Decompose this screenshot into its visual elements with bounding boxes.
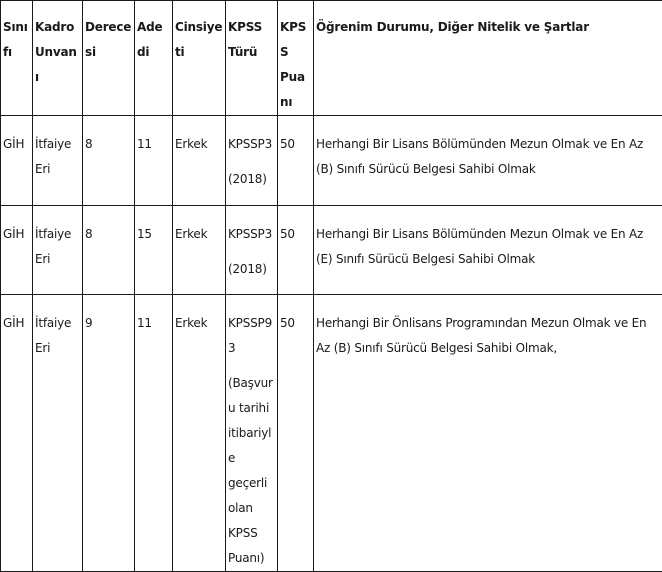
header-sinifi: Sınıfı — [1, 1, 33, 116]
header-kadro-unvani: Kadro Unvanı — [33, 1, 83, 116]
cell-kadro-unvani: İtfaiye Eri — [33, 116, 83, 206]
cell-ogrenim: Herhangi Bir Önlisans Programından Mezun Olmak ve En Az (B) Sınıfı Sürücü Belgesi Sahibi Olmak, — [314, 295, 662, 572]
cell-derecesi: 9 — [83, 295, 135, 572]
cell-kpss-puani: 50 — [278, 295, 314, 572]
cell-cinsiyeti: Erkek — [173, 116, 226, 206]
table-row — [1, 206, 662, 295]
kpss-turu-code: KPSSP93 — [228, 311, 275, 361]
cell-kpss-puani: 50 — [278, 116, 314, 206]
header-kpss-puani: KPSS Puanı — [278, 1, 314, 116]
table-row — [1, 116, 662, 206]
kpss-turu-note: (Başvuru tarihi itibariyle geçerli olan KPSS Puanı) — [228, 371, 275, 571]
cell-ogrenim: Herhangi Bir Lisans Bölümünden Mezun Olmak ve En Az (E) Sınıfı Sürücü Belgesi Sahibi Olmak — [314, 206, 662, 295]
cell-kpss-turu — [226, 295, 278, 572]
cell-kadro-unvani: İtfaiye Eri — [33, 206, 83, 295]
kpss-turu-note: (2018) — [228, 257, 275, 282]
cell-ogrenim: Herhangi Bir Lisans Bölümünden Mezun Olmak ve En Az (B) Sınıfı Sürücü Belgesi Sahibi Olmak — [314, 116, 662, 206]
paragraph-gap — [228, 247, 275, 257]
header-kpss-turu: KPSS Türü — [226, 1, 278, 116]
cell-sinifi: GİH — [1, 206, 33, 295]
cell-kpss-turu — [226, 206, 278, 295]
cell-adedi: 11 — [135, 116, 173, 206]
cell-sinifi: GİH — [1, 295, 33, 572]
cell-cinsiyeti: Erkek — [173, 206, 226, 295]
cell-adedi: 15 — [135, 206, 173, 295]
cell-kpss-turu — [226, 116, 278, 206]
header-row — [1, 1, 662, 116]
paragraph-gap — [228, 157, 275, 167]
paragraph-gap — [228, 361, 275, 371]
cell-cinsiyeti: Erkek — [173, 295, 226, 572]
header-ogrenim: Öğrenim Durumu, Diğer Nitelik ve Şartlar — [314, 1, 662, 116]
table-row — [1, 295, 662, 572]
header-adedi: Adedi — [135, 1, 173, 116]
header-derecesi: Derecesi — [83, 1, 135, 116]
kpss-turu-code: KPSSP3 — [228, 132, 275, 157]
header-cinsiyeti: Cinsiyeti — [173, 1, 226, 116]
cell-derecesi: 8 — [83, 116, 135, 206]
cell-sinifi: GİH — [1, 116, 33, 206]
kpss-turu-code: KPSSP3 — [228, 222, 275, 247]
cell-derecesi: 8 — [83, 206, 135, 295]
kpss-turu-note: (2018) — [228, 167, 275, 192]
cell-adedi: 11 — [135, 295, 173, 572]
cell-kpss-puani: 50 — [278, 206, 314, 295]
cell-kadro-unvani: İtfaiye Eri — [33, 295, 83, 572]
